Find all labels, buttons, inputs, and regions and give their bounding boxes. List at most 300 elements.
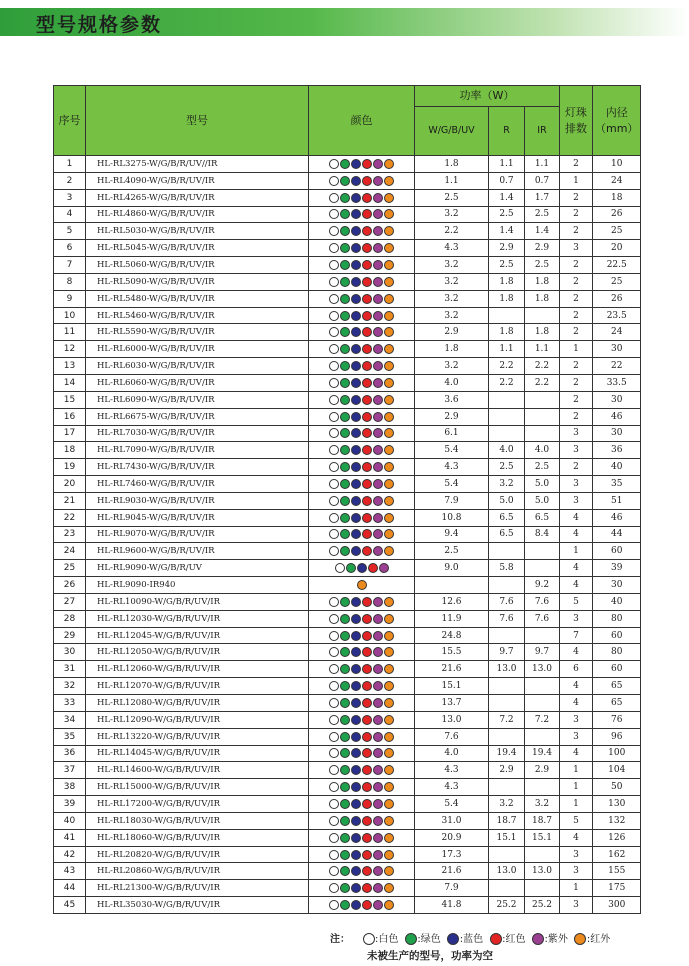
inner-diameter-cell: 30 (593, 577, 641, 594)
legend-item (404, 934, 440, 945)
power-r-cell: 2.5 (489, 257, 525, 274)
model-cell: HL-RL7030-W/G/B/R/UV/IR (86, 425, 309, 442)
red-dot-icon (362, 782, 372, 792)
orange-dot-icon (384, 327, 394, 337)
purple-dot-icon (373, 260, 383, 270)
green-dot-icon (340, 748, 350, 758)
purple-dot-icon (373, 344, 383, 354)
legend-item (447, 934, 483, 945)
color-cell (309, 711, 415, 728)
led-rows-cell: 3 (560, 240, 593, 257)
power-wgbuv-cell: 2.5 (415, 189, 489, 206)
table-row (54, 492, 641, 509)
power-wgbuv-cell: 4.0 (415, 745, 489, 762)
inner-diameter-cell: 24 (593, 172, 641, 189)
power-ir-cell: 9.7 (525, 644, 560, 661)
color-cell (309, 796, 415, 813)
power-wgbuv-cell: 7.9 (415, 880, 489, 897)
model-cell: HL-RL5090-W/G/B/R/UV/IR (86, 273, 309, 290)
legend-item-label: :绿色 (417, 934, 441, 945)
blue-dot-icon (351, 664, 361, 674)
white-dot-icon (329, 445, 339, 455)
legend-items (362, 934, 616, 945)
green-dot-icon (340, 277, 350, 287)
power-wgbuv-cell: 1.8 (415, 156, 489, 173)
power-ir-cell: 8.4 (525, 526, 560, 543)
power-r-cell: 4.0 (489, 442, 525, 459)
model-cell: HL-RL5030-W/G/B/R/UV/IR (86, 223, 309, 240)
orange-dot-icon (384, 226, 394, 236)
white-dot-icon (329, 732, 339, 742)
red-dot-icon (362, 260, 372, 270)
power-r-cell: 7.6 (489, 610, 525, 627)
green-dot-icon (340, 698, 350, 708)
power-ir-cell: 2.2 (525, 374, 560, 391)
blue-dot-icon (351, 748, 361, 758)
green-dot-icon (340, 193, 350, 203)
white-dot-icon (329, 799, 339, 809)
purple-dot-icon (532, 933, 544, 945)
power-ir-cell (525, 425, 560, 442)
led-rows-cell: 3 (560, 492, 593, 509)
orange-dot-icon (384, 513, 394, 523)
model-cell: HL-RL5480-W/G/B/R/UV/IR (86, 290, 309, 307)
orange-dot-icon (384, 428, 394, 438)
led-rows-cell: 7 (560, 627, 593, 644)
blue-dot-icon (351, 395, 361, 405)
inner-diameter-cell: 175 (593, 880, 641, 897)
table-row (54, 442, 641, 459)
seq-cell: 37 (54, 762, 86, 779)
led-rows-cell: 2 (560, 307, 593, 324)
inner-diameter-cell: 10 (593, 156, 641, 173)
power-wgbuv-cell: 10.8 (415, 509, 489, 526)
power-ir-cell (525, 880, 560, 897)
blue-dot-icon (351, 193, 361, 203)
color-cell (309, 762, 415, 779)
color-cell (309, 273, 415, 290)
seq-cell: 18 (54, 442, 86, 459)
led-rows-cell: 3 (560, 897, 593, 914)
white-dot-icon (329, 361, 339, 371)
led-rows-cell: 3 (560, 476, 593, 493)
legend-item-label: :红外 (586, 934, 611, 945)
inner-diameter-cell: 33.5 (593, 374, 641, 391)
green-dot-icon (340, 816, 350, 826)
model-cell: HL-RL6090-W/G/B/R/UV/IR (86, 391, 309, 408)
power-ir-cell: 15.1 (525, 829, 560, 846)
blue-dot-icon (351, 715, 361, 725)
model-cell: HL-RL6000-W/G/B/R/UV/IR (86, 341, 309, 358)
led-rows-cell: 4 (560, 526, 593, 543)
color-cell (309, 408, 415, 425)
power-r-cell: 6.5 (489, 526, 525, 543)
power-wgbuv-cell: 4.3 (415, 779, 489, 796)
model-cell: HL-RL4265-W/G/B/R/UV/IR (86, 189, 309, 206)
orange-dot-icon (384, 479, 394, 489)
blue-dot-icon (351, 159, 361, 169)
power-r-cell: 18.7 (489, 812, 525, 829)
green-dot-icon (340, 361, 350, 371)
power-wgbuv-cell: 3.6 (415, 391, 489, 408)
seq-cell: 4 (54, 206, 86, 223)
color-cell (309, 358, 415, 375)
power-r-cell: 5.8 (489, 560, 525, 577)
inner-diameter-cell: 155 (593, 863, 641, 880)
model-cell: HL-RL21300-W/G/B/R/UV/IR (86, 880, 309, 897)
power-r-cell: 3.2 (489, 476, 525, 493)
purple-dot-icon (373, 277, 383, 287)
power-ir-cell: 1.1 (525, 341, 560, 358)
color-cell (309, 593, 415, 610)
power-wgbuv-cell: 7.6 (415, 728, 489, 745)
blue-dot-icon (351, 496, 361, 506)
power-r-cell: 1.4 (489, 223, 525, 240)
legend-item-label: :白色 (375, 934, 399, 945)
inner-diameter-cell: 30 (593, 425, 641, 442)
model-cell: HL-RL4860-W/G/B/R/UV/IR (86, 206, 309, 223)
table-row (54, 324, 641, 341)
purple-dot-icon (373, 479, 383, 489)
power-r-cell: 25.2 (489, 897, 525, 914)
power-r-cell (489, 425, 525, 442)
table-row (54, 627, 641, 644)
power-ir-cell: 13.0 (525, 661, 560, 678)
white-dot-icon (329, 277, 339, 287)
inner-diameter-cell: 23.5 (593, 307, 641, 324)
power-r-cell: 7.6 (489, 593, 525, 610)
power-wgbuv-cell: 5.4 (415, 796, 489, 813)
led-rows-cell: 3 (560, 863, 593, 880)
inner-diameter-cell: 76 (593, 711, 641, 728)
model-cell: HL-RL5060-W/G/B/R/UV/IR (86, 257, 309, 274)
green-dot-icon (340, 311, 350, 321)
model-cell: HL-RL6060-W/G/B/R/UV/IR (86, 374, 309, 391)
inner-diameter-cell: 30 (593, 341, 641, 358)
model-cell: HL-RL9090-W/G/B/R/UV (86, 560, 309, 577)
led-rows-cell: 4 (560, 577, 593, 594)
color-cell (309, 374, 415, 391)
seq-cell: 19 (54, 459, 86, 476)
power-wgbuv-cell: 2.9 (415, 324, 489, 341)
power-ir-cell: 2.2 (525, 358, 560, 375)
power-ir-cell: 5.0 (525, 492, 560, 509)
blue-dot-icon (357, 563, 367, 573)
power-wgbuv-cell: 15.5 (415, 644, 489, 661)
orange-dot-icon (384, 850, 394, 860)
purple-dot-icon (373, 748, 383, 758)
model-cell: HL-RL12050-W/G/B/R/UV/IR (86, 644, 309, 661)
red-dot-icon (362, 529, 372, 539)
led-rows-cell: 4 (560, 560, 593, 577)
power-ir-cell: 13.0 (525, 863, 560, 880)
white-dot-icon (329, 765, 339, 775)
orange-dot-icon (384, 260, 394, 270)
orange-dot-icon (384, 681, 394, 691)
table-row (54, 543, 641, 560)
blue-dot-icon (351, 243, 361, 253)
power-ir-cell: 1.1 (525, 156, 560, 173)
header-power: 功率（W） (415, 86, 560, 107)
blue-dot-icon (351, 529, 361, 539)
power-ir-cell (525, 307, 560, 324)
blue-dot-icon (351, 513, 361, 523)
inner-diameter-cell: 46 (593, 509, 641, 526)
power-r-cell: 19.4 (489, 745, 525, 762)
power-wgbuv-cell: 31.0 (415, 812, 489, 829)
table-row (54, 223, 641, 240)
seq-cell: 6 (54, 240, 86, 257)
blue-dot-icon (351, 614, 361, 624)
header-r: R (489, 107, 525, 156)
power-r-cell: 0.7 (489, 172, 525, 189)
purple-dot-icon (373, 850, 383, 860)
led-rows-cell: 2 (560, 324, 593, 341)
orange-dot-icon (384, 765, 394, 775)
purple-dot-icon (373, 782, 383, 792)
orange-dot-icon (384, 631, 394, 641)
green-dot-icon (340, 462, 350, 472)
legend-note: 未被生产的型号，功率为空 (367, 950, 493, 962)
orange-dot-icon (384, 833, 394, 843)
purple-dot-icon (373, 664, 383, 674)
purple-dot-icon (373, 294, 383, 304)
table-row (54, 156, 641, 173)
seq-cell: 16 (54, 408, 86, 425)
color-cell (309, 189, 415, 206)
color-cell (309, 829, 415, 846)
inner-diameter-cell: 25 (593, 273, 641, 290)
green-dot-icon (340, 176, 350, 186)
seq-cell: 35 (54, 728, 86, 745)
red-dot-icon (362, 193, 372, 203)
color-cell (309, 307, 415, 324)
seq-cell: 38 (54, 779, 86, 796)
purple-dot-icon (373, 715, 383, 725)
green-dot-icon (340, 260, 350, 270)
blue-dot-icon (351, 546, 361, 556)
header-rows: 灯珠排数 (560, 86, 593, 156)
white-dot-icon (329, 176, 339, 186)
color-cell (309, 391, 415, 408)
model-cell: HL-RL3275-W/G/B/R/UV//IR (86, 156, 309, 173)
orange-dot-icon (384, 344, 394, 354)
power-ir-cell: 9.2 (525, 577, 560, 594)
green-dot-icon (340, 799, 350, 809)
inner-diameter-cell: 46 (593, 408, 641, 425)
purple-dot-icon (373, 311, 383, 321)
orange-dot-icon (384, 378, 394, 388)
table-row (54, 273, 641, 290)
red-dot-icon (362, 900, 372, 910)
led-rows-cell: 4 (560, 509, 593, 526)
seq-cell: 27 (54, 593, 86, 610)
orange-dot-icon (384, 277, 394, 287)
orange-dot-icon (384, 176, 394, 186)
green-dot-icon (346, 563, 356, 573)
blue-dot-icon (351, 378, 361, 388)
red-dot-icon (362, 647, 372, 657)
green-dot-icon (340, 866, 350, 876)
model-cell: HL-RL12080-W/G/B/R/UV/IR (86, 695, 309, 712)
white-dot-icon (329, 496, 339, 506)
green-dot-icon (340, 209, 350, 219)
green-dot-icon (340, 479, 350, 489)
seq-cell: 41 (54, 829, 86, 846)
inner-diameter-cell: 100 (593, 745, 641, 762)
green-dot-icon (340, 647, 350, 657)
purple-dot-icon (373, 631, 383, 641)
power-wgbuv-cell: 3.2 (415, 290, 489, 307)
led-rows-cell: 1 (560, 779, 593, 796)
table-row (54, 812, 641, 829)
led-rows-cell: 2 (560, 374, 593, 391)
color-cell (309, 324, 415, 341)
power-wgbuv-cell: 4.3 (415, 240, 489, 257)
led-rows-cell: 4 (560, 695, 593, 712)
table-row (54, 476, 641, 493)
color-cell (309, 897, 415, 914)
header-model: 型号 (86, 86, 309, 156)
inner-diameter-cell: 162 (593, 846, 641, 863)
orange-dot-icon (357, 580, 367, 590)
blue-dot-icon (351, 260, 361, 270)
orange-dot-icon (384, 597, 394, 607)
power-ir-cell: 7.2 (525, 711, 560, 728)
blue-dot-icon (351, 883, 361, 893)
table-row (54, 644, 641, 661)
purple-dot-icon (373, 193, 383, 203)
model-cell: HL-RL5045-W/G/B/R/UV/IR (86, 240, 309, 257)
orange-dot-icon (384, 698, 394, 708)
white-dot-icon (335, 563, 345, 573)
inner-diameter-cell: 96 (593, 728, 641, 745)
orange-dot-icon (384, 866, 394, 876)
table-row (54, 560, 641, 577)
led-rows-cell: 3 (560, 711, 593, 728)
model-cell: HL-RL9045-W/G/B/R/UV/IR (86, 509, 309, 526)
red-dot-icon (362, 833, 372, 843)
power-ir-cell (525, 678, 560, 695)
green-dot-icon (340, 681, 350, 691)
green-dot-icon (340, 732, 350, 742)
purple-dot-icon (373, 378, 383, 388)
green-dot-icon (340, 513, 350, 523)
power-r-cell (489, 408, 525, 425)
power-ir-cell (525, 779, 560, 796)
blue-dot-icon (351, 765, 361, 775)
purple-dot-icon (373, 209, 383, 219)
color-cell (309, 560, 415, 577)
color-cell (309, 240, 415, 257)
power-r-cell (489, 391, 525, 408)
green-dot-icon (340, 715, 350, 725)
model-cell: HL-RL12060-W/G/B/R/UV/IR (86, 661, 309, 678)
color-cell (309, 779, 415, 796)
seq-cell: 25 (54, 560, 86, 577)
model-cell: HL-RL20820-W/G/B/R/UV/IR (86, 846, 309, 863)
model-cell: HL-RL14045-W/G/B/R/UV/IR (86, 745, 309, 762)
power-r-cell (489, 543, 525, 560)
model-cell: HL-RL4090-W/G/B/R/UV/IR (86, 172, 309, 189)
red-dot-icon (362, 597, 372, 607)
power-wgbuv-cell: 3.2 (415, 273, 489, 290)
seq-cell: 13 (54, 358, 86, 375)
color-cell (309, 206, 415, 223)
white-dot-icon (329, 462, 339, 472)
power-wgbuv-cell: 15.1 (415, 678, 489, 695)
led-rows-cell: 3 (560, 610, 593, 627)
led-rows-cell: 2 (560, 290, 593, 307)
red-dot-icon (362, 344, 372, 354)
orange-dot-icon (384, 782, 394, 792)
power-ir-cell: 1.8 (525, 290, 560, 307)
purple-dot-icon (373, 698, 383, 708)
model-cell: HL-RL14600-W/G/B/R/UV/IR (86, 762, 309, 779)
table-row (54, 189, 641, 206)
power-r-cell: 2.5 (489, 206, 525, 223)
color-cell (309, 661, 415, 678)
blue-dot-icon (351, 226, 361, 236)
white-dot-icon (329, 344, 339, 354)
power-ir-cell: 7.6 (525, 593, 560, 610)
power-r-cell: 5.0 (489, 492, 525, 509)
white-dot-icon (329, 479, 339, 489)
white-dot-icon (329, 833, 339, 843)
inner-diameter-cell: 18 (593, 189, 641, 206)
power-wgbuv-cell: 6.1 (415, 425, 489, 442)
power-wgbuv-cell: 20.9 (415, 829, 489, 846)
power-r-cell (489, 577, 525, 594)
purple-dot-icon (373, 462, 383, 472)
model-cell: HL-RL13220-W/G/B/R/UV/IR (86, 728, 309, 745)
red-dot-icon (362, 748, 372, 758)
orange-dot-icon (384, 193, 394, 203)
power-wgbuv-cell: 3.2 (415, 307, 489, 324)
inner-diameter-cell: 80 (593, 610, 641, 627)
table-row (54, 358, 641, 375)
seq-cell: 29 (54, 627, 86, 644)
table-row (54, 678, 641, 695)
inner-diameter-cell: 60 (593, 627, 641, 644)
inner-diameter-cell: 24 (593, 324, 641, 341)
legend-label: 注： (330, 934, 350, 945)
power-ir-cell (525, 560, 560, 577)
white-dot-icon (329, 715, 339, 725)
white-dot-icon (329, 243, 339, 253)
inner-diameter-cell: 60 (593, 661, 641, 678)
power-ir-cell: 19.4 (525, 745, 560, 762)
color-cell (309, 678, 415, 695)
color-cell (309, 728, 415, 745)
seq-cell: 20 (54, 476, 86, 493)
orange-dot-icon (384, 395, 394, 405)
green-dot-icon (340, 226, 350, 236)
power-wgbuv-cell: 41.8 (415, 897, 489, 914)
color-cell (309, 425, 415, 442)
red-dot-icon (362, 698, 372, 708)
purple-dot-icon (373, 614, 383, 624)
blue-dot-icon (351, 631, 361, 641)
table-row (54, 829, 641, 846)
white-dot-icon (329, 748, 339, 758)
green-dot-icon (340, 664, 350, 674)
table-row (54, 206, 641, 223)
red-dot-icon (362, 614, 372, 624)
orange-dot-icon (384, 462, 394, 472)
white-dot-icon (329, 782, 339, 792)
inner-diameter-cell: 65 (593, 678, 641, 695)
